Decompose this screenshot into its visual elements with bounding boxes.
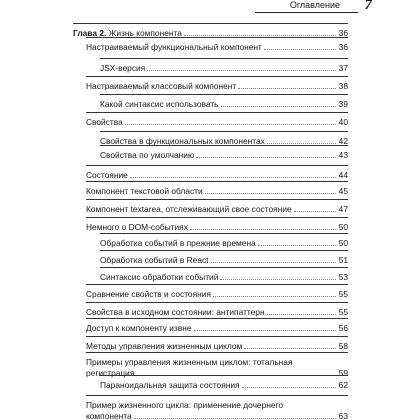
toc-entry-divider	[100, 145, 348, 146]
toc-entry-page: 39	[338, 99, 348, 109]
toc-entry-text: Доступ к компоненту извне	[86, 323, 192, 333]
toc-entry-divider	[100, 375, 348, 376]
toc-entry-title	[100, 272, 218, 282]
toc-dot-leader	[130, 177, 336, 178]
toc-dot-leader	[242, 387, 336, 388]
toc-entry-text: Обработка событий в прежние времена	[100, 238, 256, 248]
toc-entry-page: 40	[338, 117, 348, 127]
chapter-label: Глава 2.	[73, 28, 107, 38]
toc-entry-divider	[86, 318, 348, 319]
toc-entry-text: Синтаксис обработки событий	[100, 272, 219, 282]
toc-entry-page: 53	[338, 272, 348, 282]
toc-entry-page: 38	[338, 81, 348, 91]
toc-entry-title	[100, 63, 145, 73]
toc-entry-text: Компонент textarea, отслеживающий свое состояние	[86, 204, 292, 214]
toc-entry-title	[100, 150, 194, 160]
toc-dot-leader	[134, 418, 336, 419]
toc-entry-text-continued: регистрация	[86, 368, 135, 378]
toc-entry-divider	[86, 181, 348, 182]
toc-dot-leader	[211, 262, 336, 263]
toc-entry-title	[86, 323, 192, 333]
toc-entry-text: Жизнь компонента	[106, 28, 182, 38]
toc-entry-title	[86, 307, 265, 317]
toc-entry-page: 47	[338, 204, 348, 214]
toc-dot-leader	[294, 211, 336, 212]
toc-entry-page: 62	[338, 380, 348, 390]
toc-entry-title	[86, 204, 292, 214]
toc-entry-divider	[100, 250, 348, 251]
toc-entry-text: Состояние	[86, 170, 128, 180]
toc-entry-text: Немного о DOM-событиях	[86, 222, 188, 232]
toc-entry-divider	[86, 112, 348, 113]
toc-dot-leader	[267, 314, 336, 315]
toc-entry-title	[100, 99, 219, 109]
toc-entry-title	[86, 117, 123, 127]
toc-dot-leader	[244, 348, 335, 349]
toc-entry-text: Свойства	[86, 117, 123, 127]
toc-entry-divider	[86, 302, 348, 303]
toc-entry-divider	[100, 233, 348, 234]
toc-entry-text: Свойства по умолчанию	[100, 150, 195, 160]
toc-dot-leader	[184, 35, 336, 36]
toc-dot-leader	[264, 49, 336, 50]
toc-entry-title	[100, 238, 256, 248]
toc-entry-divider	[86, 165, 348, 166]
toc-entry-title	[86, 81, 236, 91]
toc-entry-divider	[100, 58, 348, 59]
toc-entry-page: 45	[338, 186, 348, 196]
toc-entry-page: 59	[338, 368, 348, 378]
toc-entry-title	[86, 186, 203, 196]
toc-entry-page: 55	[338, 289, 348, 299]
toc-entry-text: Пример жизненного цикла: применение дочернего	[86, 400, 284, 410]
toc-dot-leader	[125, 124, 336, 125]
toc-dot-leader	[205, 193, 336, 194]
toc-entry-page: 50	[338, 238, 348, 248]
toc-entry-divider	[86, 37, 348, 38]
toc-entry-text: Примеры управления жизненным циклом: тотальная	[86, 357, 293, 367]
toc-entry-title	[86, 222, 188, 232]
toc-entry-text: JSX-версия	[100, 63, 146, 73]
toc-entry-page: 55	[338, 307, 348, 317]
toc-entry-page: 51	[338, 255, 348, 265]
toc-entry-page: 36	[338, 28, 348, 38]
toc-entry-title	[86, 170, 128, 180]
toc-entry-title	[100, 255, 209, 265]
toc-entry-page: 58	[338, 341, 348, 351]
toc-entry-divider	[100, 267, 348, 268]
toc-entry-page: 43	[338, 150, 348, 160]
toc-entry-text: Настраиваемый функциональный компонент	[86, 42, 262, 52]
toc-entry-divider	[86, 336, 348, 337]
page-number: 7	[364, 0, 372, 13]
toc-dot-leader	[196, 157, 335, 158]
page-header	[0, 0, 420, 14]
toc-entry-page: 56	[338, 323, 348, 333]
toc-entry-text: Методы управления жизненным циклом	[86, 341, 243, 351]
toc-entry-divider	[86, 352, 348, 353]
toc-entry-divider	[86, 76, 348, 77]
toc-dot-leader	[220, 279, 335, 280]
toc-entry-page: 50	[338, 222, 348, 232]
toc-dot-leader	[267, 143, 336, 144]
toc-dot-leader	[213, 296, 336, 297]
toc-entry-text: Какой синтаксис использовать	[100, 99, 219, 109]
toc-entry-title	[86, 341, 242, 351]
toc-dot-leader	[147, 70, 335, 71]
toc-entry-text: Настраиваемый классовый компонент	[86, 81, 237, 91]
toc-entry-divider	[86, 199, 348, 200]
toc-entry-page: 44	[338, 170, 348, 180]
toc-entry-page: 63	[338, 411, 348, 420]
toc-dot-leader	[221, 106, 336, 107]
toc-dot-leader	[190, 229, 336, 230]
toc-entry-divider	[100, 131, 348, 132]
toc-entry-text: Обработка событий в React	[100, 255, 209, 265]
toc-entry-divider	[86, 284, 348, 285]
toc-dot-leader	[238, 88, 335, 89]
toc-entry-page: 37	[338, 63, 348, 73]
toc-entry-text: Свойства в функциональных компонентах	[100, 136, 265, 146]
toc-entry-title	[100, 380, 240, 390]
toc-entry-page: 36	[338, 42, 348, 52]
toc-entry-text: Сравнение свойств и состояния	[86, 289, 211, 299]
toc-entry-page: 42	[338, 136, 348, 146]
toc-entry-text: Свойства в исходном состоянии: антипаттерн	[86, 307, 265, 317]
toc-entry-divider	[100, 94, 348, 95]
toc-entry-divider	[86, 395, 348, 396]
toc-entry-title	[86, 357, 293, 367]
toc-entry-text: Параноидальная защита состояния	[100, 380, 240, 390]
toc-entry-divider	[86, 217, 348, 218]
toc-entry-text-continued: компонента	[86, 411, 132, 420]
toc-dot-leader	[258, 245, 336, 246]
toc-entry-text: Компонент текстовой области	[86, 186, 203, 196]
toc-dot-leader	[194, 330, 336, 331]
running-header-section: Оглавление	[289, 0, 340, 10]
header-divider	[255, 12, 358, 13]
toc-entry-divider	[73, 23, 348, 24]
toc-entry-title	[86, 42, 262, 52]
toc-entry-title	[86, 289, 211, 299]
toc-entry-title	[86, 400, 283, 410]
